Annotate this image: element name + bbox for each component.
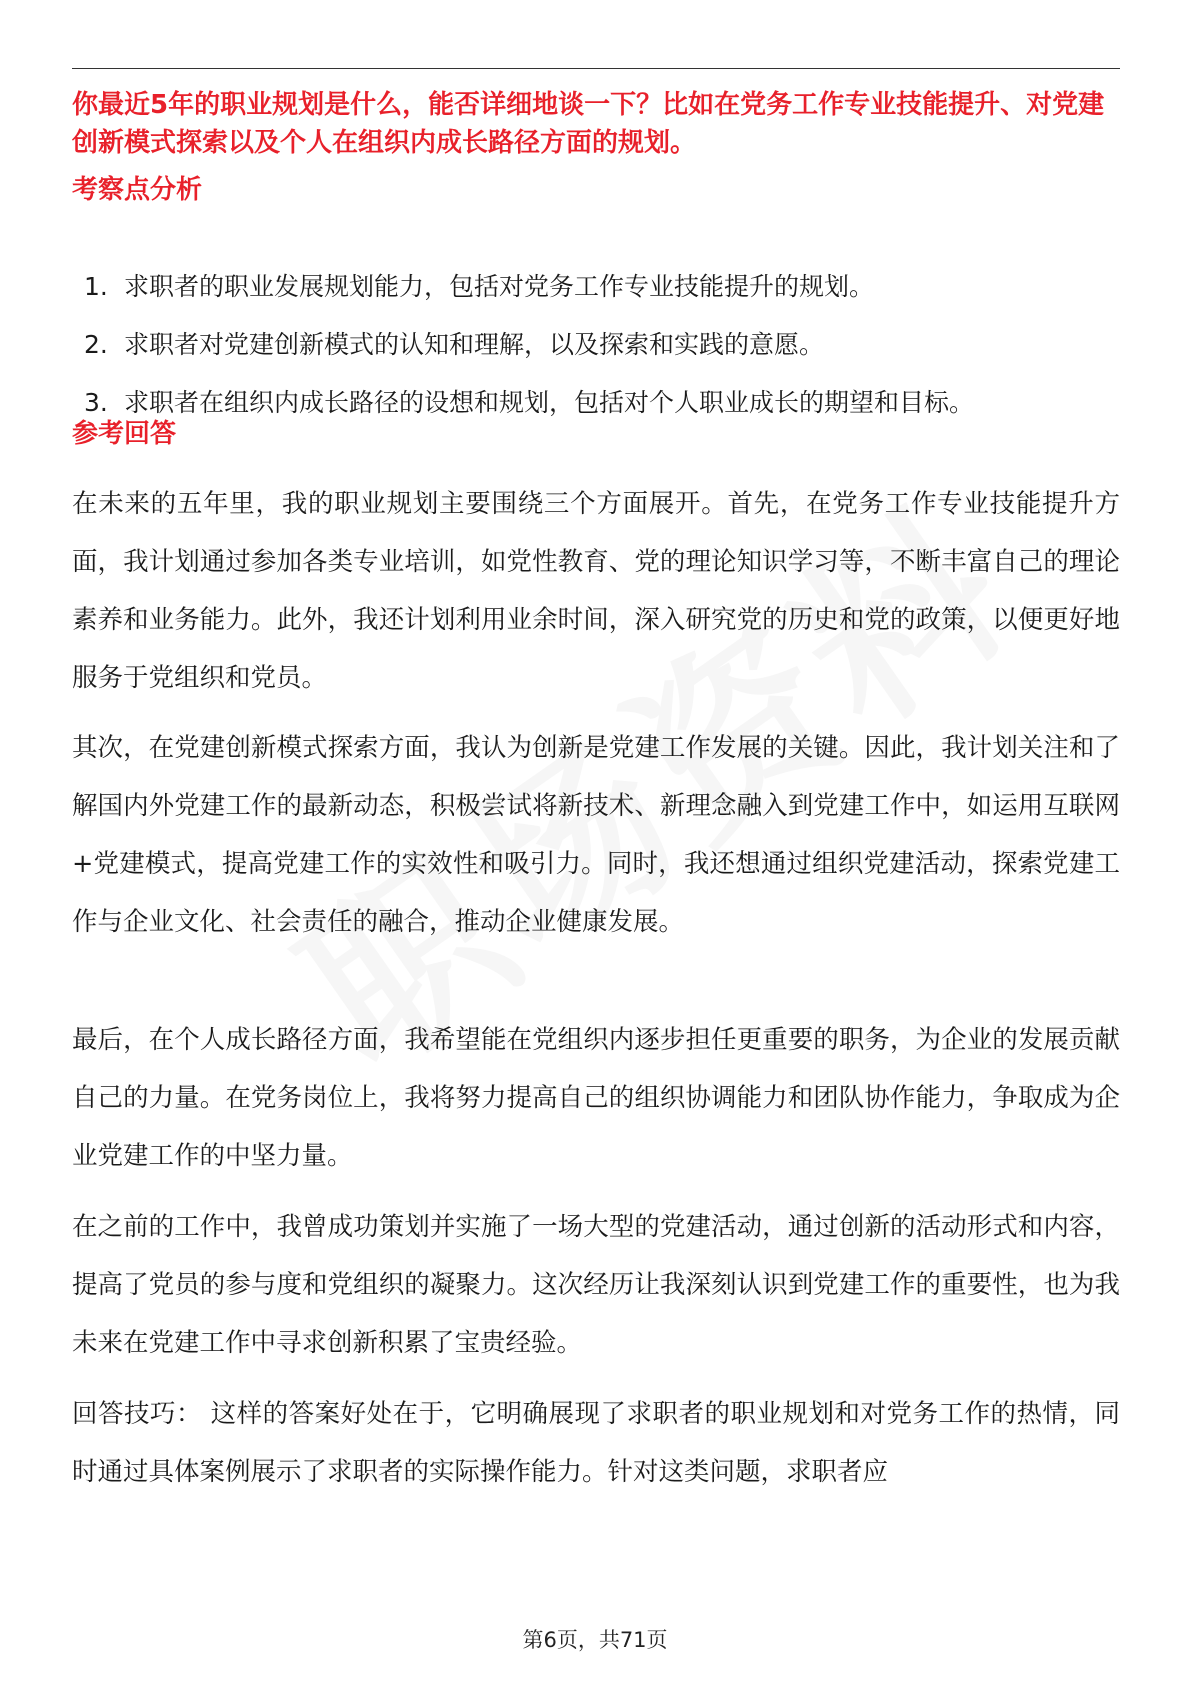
list-item-number: 1. — [84, 272, 108, 301]
page-number: 第6页，共71页 — [522, 1628, 668, 1652]
answer-paragraph: 最后，在个人成长路径方面，我希望能在党组织内逐步担任更重要的职务，为企业的发展贡献自己的力量。在党务岗位上，我将努力提高自己的组织协调能力和团队协作能力，争取成为企业党建工作的中坚力量。 — [72, 1025, 1120, 1171]
answer-tips-paragraph: 回答技巧： 这样的答案好处在于，它明确展现了求职者的职业规划和对党务工作的热情，同时通过具体案例展示了求职者的实际操作能力。针对这类问题，求职者应 — [72, 1399, 1120, 1487]
interview-question: 你最近5年的职业规划是什么，能否详细地谈一下？比如在党务工作专业技能提升、对党建创新模式探索以及个人在组织内成长路径方面的规划。 — [72, 90, 1105, 158]
list-item-text: 求职者在组织内成长路径的设想和规划，包括对个人职业成长的期望和目标。 — [124, 388, 975, 417]
list-item-number: 2. — [84, 330, 108, 359]
answer-paragraph: 在未来的五年里，我的职业规划主要围绕三个方面展开。首先，在党务工作专业技能提升方面，我计划通过参加各类专业培训，如党性教育、党的理论知识学习等，不断丰富自己的理论素养和业务能力。此外，我还计划利用业余时间，深入研究党的历史和党的政策，以便更好地服务于党组织和党员。 — [72, 489, 1120, 693]
analysis-list — [84, 258, 1124, 432]
list-item — [84, 258, 1124, 316]
top-divider — [72, 68, 1120, 69]
analysis-heading: 考察点分析 — [72, 175, 203, 205]
answer-paragraph: 其次，在党建创新模式探索方面，我认为创新是党建工作发展的关键。因此，我计划关注和了解国内外党建工作的最新动态，积极尝试将新技术、新理念融入到党建工作中，如运用互联网+党建模式，提高党建工作的实效性和吸引力。同时，我还想通过组织党建活动，探索党建工作与企业文化、社会责任的融合，推动企业健康发展。 — [72, 733, 1120, 937]
list-item-text: 求职者的职业发展规划能力，包括对党务工作专业技能提升的规划。 — [124, 272, 875, 301]
list-item-number: 3. — [84, 388, 108, 417]
answer-paragraph: 在之前的工作中，我曾成功策划并实施了一场大型的党建活动，通过创新的活动形式和内容，提高了党员的参与度和党组织的凝聚力。这次经历让我深刻认识到党建工作的重要性，也为我未来在党建工作中寻求创新积累了宝贵经验。 — [72, 1212, 1120, 1358]
list-item — [84, 374, 1124, 432]
list-item — [84, 316, 1124, 374]
list-item-text: 求职者对党建创新模式的认知和理解，以及探索和实践的意愿。 — [124, 330, 825, 359]
answer-heading: 参考回答 — [72, 419, 177, 449]
